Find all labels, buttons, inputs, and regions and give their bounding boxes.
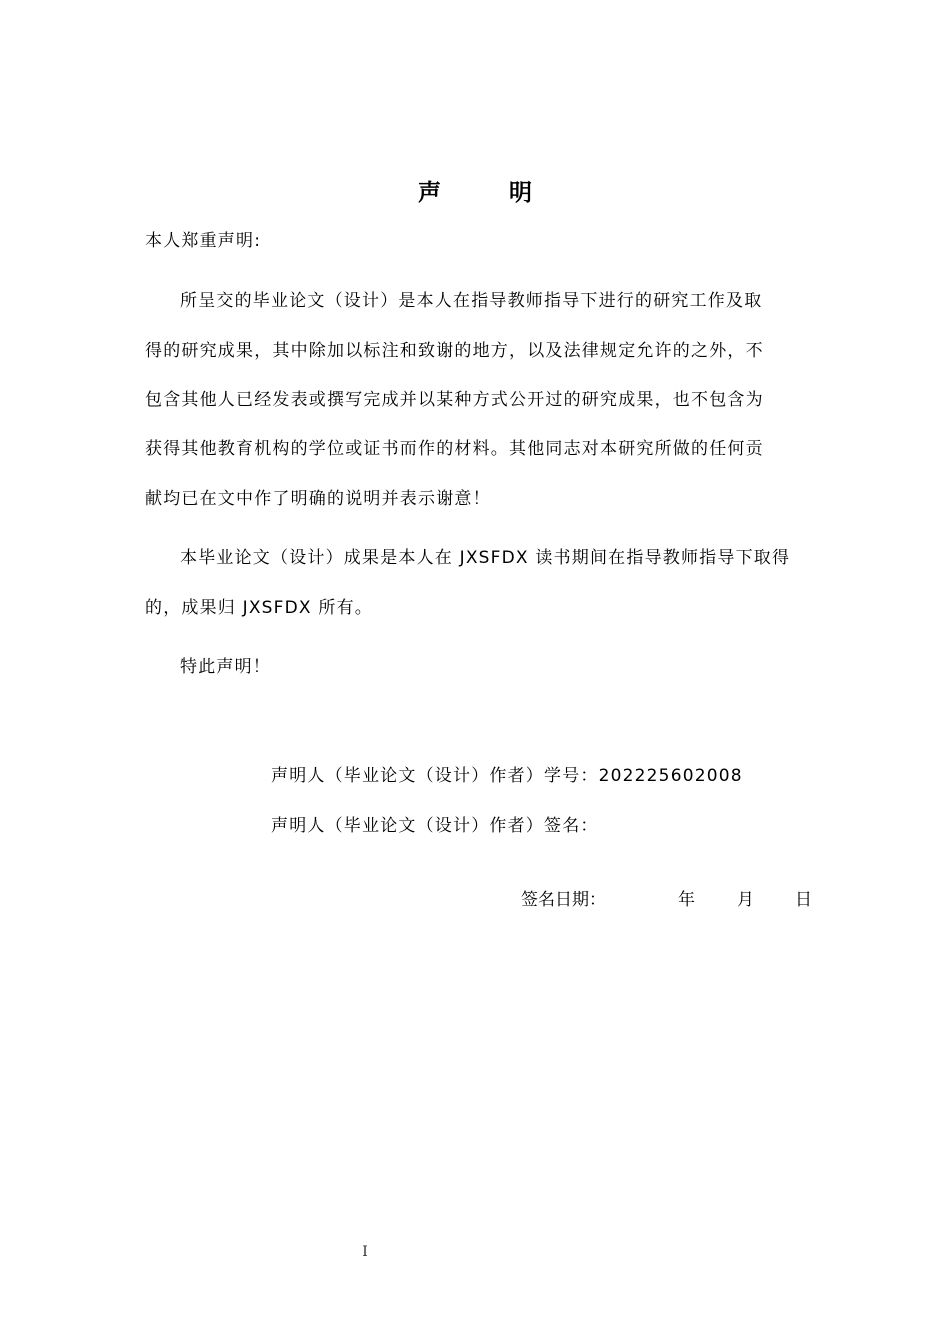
paragraph1-line-5: 献均已在文中作了明确的说明并表示谢意！ bbox=[145, 489, 491, 509]
title-char-2: 明 bbox=[509, 180, 532, 206]
paragraph1-line-3: 包含其他人已经发表或撰写完成并以某种方式公开过的研究成果，也不包含为 bbox=[145, 390, 764, 410]
signature-line: 声明人（毕业论文（设计）作者）签名： bbox=[271, 816, 599, 836]
paragraph1-line-2: 得的研究成果，其中除加以标注和致谢的地方，以及法律规定允许的之外，不 bbox=[145, 341, 764, 361]
paragraph2-line-1: 本毕业论文（设计）成果是本人在 JXSFDX 读书期间在指导教师指导下取得 bbox=[180, 548, 791, 568]
date-year: 年 bbox=[678, 890, 695, 910]
page-title bbox=[0, 174, 950, 207]
signature-date bbox=[521, 888, 812, 912]
title-char-1: 声 bbox=[418, 180, 441, 206]
student-id-line: 声明人（毕业论文（设计）作者）学号：202225602008 bbox=[271, 766, 743, 786]
opening-statement: 本人郑重声明: bbox=[145, 231, 262, 251]
paragraph1-line-1: 所呈交的毕业论文（设计）是本人在指导教师指导下进行的研究工作及取 bbox=[180, 291, 763, 311]
date-month: 月 bbox=[737, 890, 754, 910]
paragraph1-line-4: 获得其他教育机构的学位或证书而作的材料。其他同志对本研究所做的任何贡 bbox=[145, 439, 764, 459]
date-day: 日 bbox=[795, 890, 812, 910]
page-number: I bbox=[362, 1244, 368, 1260]
paragraph2-line-2: 的，成果归 JXSFDX 所有。 bbox=[145, 598, 373, 618]
closing-statement: 特此声明！ bbox=[180, 657, 271, 677]
date-label: 签名日期： bbox=[521, 890, 606, 910]
